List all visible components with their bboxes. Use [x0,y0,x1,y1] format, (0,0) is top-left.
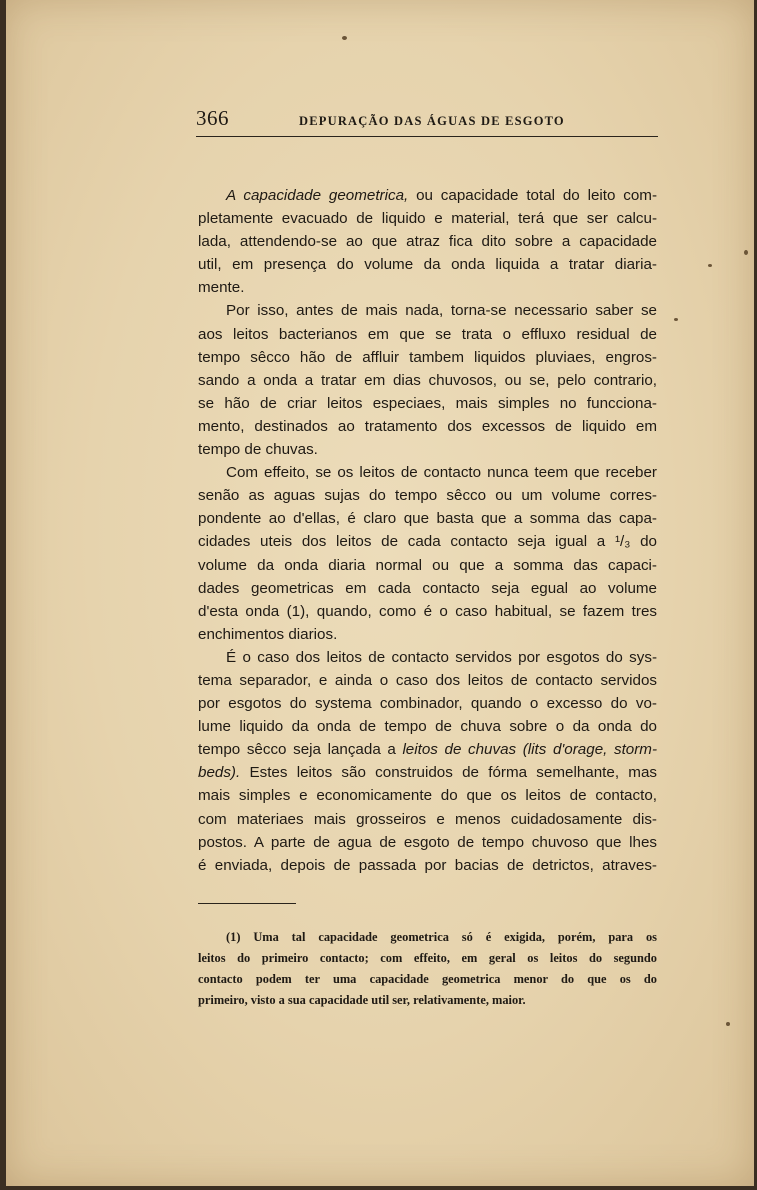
text-line: mais simples e economicamente do que os leitos de contacto, [198,787,657,805]
text-line: Com effeito, se os leitos de contacto nunca teem que receber [226,464,657,482]
footnote [198,927,657,1011]
text-line: sando a onda a tratar em dias chuvosos, ou se, pelo contrario, [198,371,657,389]
italic-term: A capacidade geometrica, [226,187,409,204]
text-line: dades geometricas em cada contacto seja egual ao volume [198,579,657,597]
text-line: volume da onda diaria normal ou que a somma das capaci- [198,556,657,574]
paragraph-3 [198,461,657,646]
italic-term: beds). [198,764,241,782]
text-line: pondente ao d'ellas, é claro que basta que a somma das capa- [198,510,657,528]
text-line: pletamente evacuado de liquido e material, terá que ser calcu- [198,210,657,228]
text-line: Por isso, antes de mais nada, torna-se necessario saber se [226,302,657,320]
text-line: cidades uteis dos leitos de cada contacto seja igual a ¹/₃ do [198,533,657,551]
footnote-line: contacto podem ter uma capacidade geometrica menor do que os do [198,972,657,986]
text-line: tempo sêcco hão de affluir tambem liquidos pluviaes, engros- [198,348,657,366]
text-line [198,761,657,784]
paragraph-2 [198,299,657,461]
page-number: 366 [196,106,229,130]
text-line: mento, destinados ao tratamento dos excessos de liquido em [198,417,657,435]
paper-speck [342,36,347,40]
paper-speck [708,264,712,267]
text-line [198,738,657,761]
text-span: tempo sêcco seja lançada a [198,741,403,759]
text-line: por esgotos do systema combinador, quando o excesso do vo- [198,695,657,713]
text-line [198,184,657,207]
book-page [6,0,754,1186]
text-line: aos leitos bacterianos em que se trata o effluxo residual de [198,325,657,343]
text-line: lada, attendendo-se ao que atraz fica dito sobre a capacidade [198,233,657,251]
page-header [196,106,658,137]
text-line: É o caso dos leitos de contacto servidos por esgotos do sys- [226,648,657,666]
text-span: ou capacidade total do leito com- [408,187,658,204]
text-line: com materiaes mais grosseiros e menos cuidadosamente dis- [198,810,657,828]
paragraph-4 [198,646,657,877]
text-line: tema separador, e ainda o caso dos leitos de contacto servidos [198,671,657,689]
footnote-line: leitos do primeiro contacto; com effeito, em geral os leitos do segundo [198,951,657,965]
text-line: senão as aguas sujas do tempo sêcco ou um volume corres- [198,487,657,505]
paper-speck [674,318,678,321]
text-span: Estes leitos são construidos de fórma semelhante, mas [240,764,657,782]
paper-speck [744,250,748,255]
footnote-line: primeiro, visto a sua capacidade util ser, relativamente, maior. [198,993,526,1007]
paragraph-1 [198,184,657,299]
footnote-divider [198,903,296,904]
text-line: mente. [198,279,245,297]
text-line: enchimentos diarios. [198,625,338,643]
text-line: tempo de chuvas. [198,441,318,459]
text-line: lume liquido da onda de tempo de chuva sobre o da onda do [198,718,657,736]
text-line: postos. A parte de agua de esgoto de tempo chuvoso que lhes [198,833,657,851]
text-line: d'esta onda (1), quando, como é o caso habitual, se fazem tres [198,602,657,620]
footnote-line: (1) Uma tal capacidade geometrica só é exigida, porém, para os [226,930,657,944]
running-title: DEPURAÇÃO DAS ÁGUAS DE ESGOTO [299,114,565,128]
paper-speck [726,1022,730,1026]
text-line: é enviada, depois de passada por bacias de detrictos, atraves- [198,856,657,874]
italic-term: leitos de chuvas (lits d'orage, storm- [402,741,657,759]
body-text [198,184,657,877]
text-line: se hão de criar leitos especiaes, mais simples no funcciona- [198,394,657,412]
text-line: util, em presença do volume da onda liquida a tratar diaria- [198,256,657,274]
